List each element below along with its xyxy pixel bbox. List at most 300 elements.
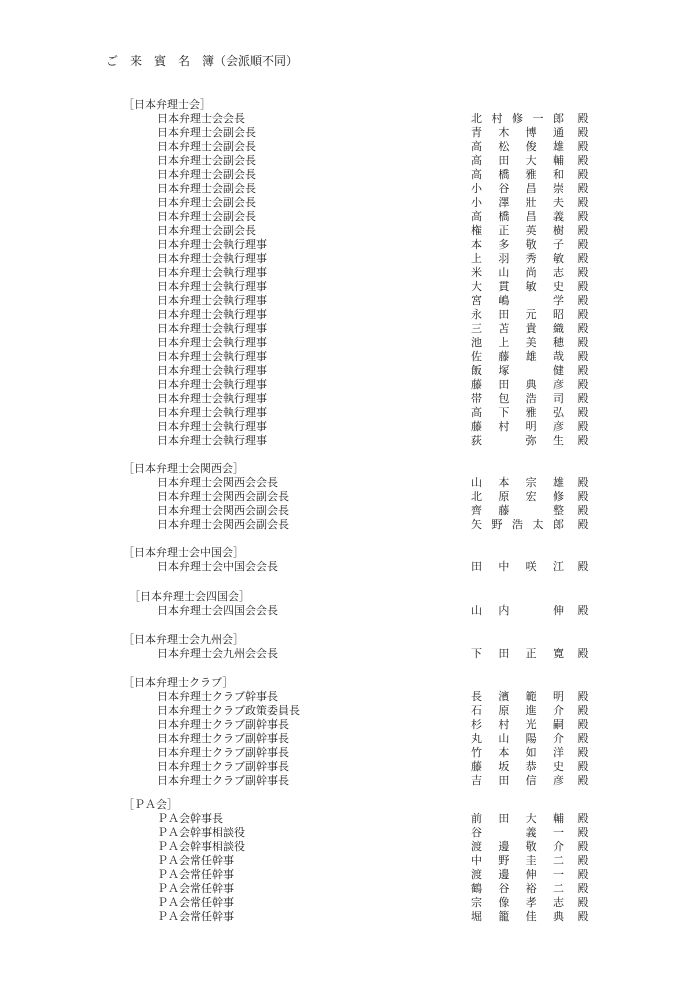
guest-name: [470, 350, 565, 364]
guest-row: [0, 560, 696, 574]
guest-name: [470, 392, 565, 406]
name-char: 宏: [525, 490, 537, 503]
name-char: 像: [498, 896, 510, 909]
honorific: 殿: [577, 854, 589, 867]
guest-name: [470, 718, 565, 732]
name-char: 彦: [552, 378, 564, 391]
guest-title: 日本弁理士会副会長: [157, 154, 256, 167]
honorific: 殿: [577, 238, 589, 251]
guest-name: [470, 420, 565, 434]
guest-title: 日本弁理士会執行理事: [157, 364, 267, 377]
name-char: 介: [552, 840, 564, 853]
name-char: 志: [552, 896, 564, 909]
guest-name: [470, 774, 565, 788]
name-char: 如: [525, 746, 537, 759]
name-char: [497, 826, 510, 840]
guest-title: 日本弁理士会執行理事: [157, 406, 267, 419]
guest-title: 日本弁理士会副会長: [157, 126, 256, 139]
guest-row: [0, 182, 696, 196]
name-char: 輔: [552, 154, 564, 167]
guest-row: [0, 294, 696, 308]
honorific: 殿: [577, 882, 589, 895]
name-char: 本: [471, 238, 482, 251]
name-char: 尚: [525, 266, 537, 279]
guest-title: 日本弁理士会執行理事: [157, 434, 267, 447]
name-char: 咲: [525, 560, 537, 573]
guest-title: ＰＡ会常任幹事: [157, 854, 234, 867]
honorific: 殿: [577, 182, 589, 195]
name-char: 包: [498, 392, 510, 405]
guest-row: [0, 732, 696, 746]
guest-row: [0, 504, 696, 518]
guest-name: [470, 882, 565, 896]
name-char: 典: [525, 378, 537, 391]
name-char: 宗: [471, 896, 482, 909]
name-char: 権: [471, 224, 482, 237]
name-char: 昌: [525, 182, 537, 195]
guest-row: [0, 854, 696, 868]
name-char: 小: [471, 182, 482, 195]
name-char: 介: [552, 732, 564, 745]
name-char: 修: [512, 112, 523, 125]
guest-title: 日本弁理士会執行理事: [157, 308, 267, 321]
name-char: 敬: [525, 840, 537, 853]
name-char: 伸: [525, 868, 537, 881]
honorific: 殿: [577, 760, 589, 773]
name-char: 昌: [525, 210, 537, 223]
guest-name: [470, 266, 565, 280]
guest-title: 日本弁理士会執行理事: [157, 392, 267, 405]
name-char: [525, 504, 538, 518]
name-char: 苫: [498, 322, 510, 335]
guest-title: 日本弁理士クラブ副幹事長: [157, 732, 289, 745]
name-char: 学: [552, 294, 564, 307]
name-char: 高: [471, 406, 482, 419]
name-char: 長: [471, 690, 482, 703]
name-char: 貫: [498, 280, 510, 293]
guest-title: 日本弁理士クラブ副幹事長: [157, 746, 289, 759]
name-char: 俊: [525, 140, 537, 153]
name-char: [525, 294, 538, 308]
name-char: 吉: [471, 774, 482, 787]
name-char: 荻: [471, 434, 482, 447]
guest-row: [0, 196, 696, 210]
honorific: 殿: [577, 140, 589, 153]
name-char: 三: [471, 322, 482, 335]
honorific: 殿: [577, 406, 589, 419]
guest-title: 日本弁理士会副会長: [157, 168, 256, 181]
honorific: 殿: [577, 280, 589, 293]
name-char: 通: [552, 126, 564, 139]
name-char: 高: [471, 140, 482, 153]
guest-title: ＰＡ会常任幹事: [157, 868, 234, 881]
name-char: 杉: [471, 718, 482, 731]
name-char: 野: [491, 518, 503, 531]
name-char: 池: [471, 336, 482, 349]
name-char: 佐: [471, 350, 482, 363]
guest-row: [0, 154, 696, 168]
name-char: 濱: [498, 690, 510, 703]
guest-row: [0, 392, 696, 406]
section-header: ［日本弁理士会四国会］: [129, 590, 250, 603]
name-char: 藤: [471, 378, 482, 391]
name-char: 中: [471, 854, 482, 867]
guest-title: 日本弁理士会執行理事: [157, 322, 267, 335]
guest-name: [470, 896, 565, 910]
guest-title: 日本弁理士会関西会副会長: [157, 504, 289, 517]
name-char: 谷: [498, 882, 510, 895]
name-char: 雄: [552, 140, 564, 153]
honorific: 殿: [577, 746, 589, 759]
name-char: 寛: [552, 647, 564, 660]
guest-row: [0, 690, 696, 704]
name-char: 明: [552, 690, 564, 703]
name-char: 洋: [552, 746, 564, 759]
name-char: 正: [525, 647, 537, 660]
name-char: 伸: [552, 604, 564, 617]
name-char: 崇: [552, 182, 564, 195]
honorific: 殿: [577, 322, 589, 335]
name-char: 松: [498, 140, 510, 153]
name-char: 山: [471, 604, 482, 617]
name-char: 藤: [498, 504, 510, 517]
guest-row: [0, 168, 696, 182]
name-char: 義: [525, 826, 537, 839]
name-char: 堀: [471, 910, 482, 923]
name-char: 本: [498, 746, 510, 759]
name-char: 織: [552, 322, 564, 335]
name-char: 多: [498, 238, 510, 251]
honorific: 殿: [577, 476, 589, 489]
guest-row: [0, 126, 696, 140]
name-char: 田: [498, 308, 510, 321]
name-char: 浩: [512, 518, 523, 531]
guest-name: [470, 406, 565, 420]
guest-name: [470, 826, 565, 840]
guest-title: 日本弁理士会執行理事: [157, 266, 267, 279]
guest-name: [470, 210, 565, 224]
guest-title: 日本弁理士会関西会副会長: [157, 518, 289, 531]
name-char: 永: [471, 308, 482, 321]
honorific: 殿: [577, 690, 589, 703]
name-char: 一: [552, 868, 564, 881]
name-char: 彦: [552, 420, 564, 433]
guest-name: [470, 840, 565, 854]
honorific: 殿: [577, 420, 589, 433]
name-char: 村: [498, 420, 510, 433]
guest-title: ＰＡ会常任幹事: [157, 896, 234, 909]
name-char: 高: [471, 154, 482, 167]
honorific: 殿: [577, 774, 589, 787]
honorific: 殿: [577, 336, 589, 349]
guest-title: 日本弁理士会執行理事: [157, 280, 267, 293]
name-char: 郎: [553, 518, 564, 531]
name-char: 敏: [525, 280, 537, 293]
guest-title: 日本弁理士会執行理事: [157, 420, 267, 433]
name-char: 原: [498, 490, 510, 503]
name-char: 上: [471, 252, 482, 265]
guest-row: [0, 868, 696, 882]
name-char: 正: [498, 224, 510, 237]
name-char: 田: [498, 154, 510, 167]
name-char: 太: [532, 518, 544, 531]
name-char: 藤: [498, 350, 510, 363]
name-char: 佳: [525, 910, 537, 923]
name-char: 浩: [525, 392, 537, 405]
guest-name: [470, 518, 565, 532]
name-char: 飯: [471, 364, 482, 377]
guest-title: 日本弁理士クラブ副幹事長: [157, 774, 289, 787]
guest-name: [470, 280, 565, 294]
name-char: 田: [498, 378, 510, 391]
section-header: ［ＰＡ会］: [123, 798, 178, 811]
name-char: 雄: [552, 476, 564, 489]
honorific: 殿: [577, 868, 589, 881]
name-char: 範: [525, 690, 537, 703]
guest-name: [470, 238, 565, 252]
guest-row: [0, 882, 696, 896]
name-char: 義: [552, 210, 564, 223]
name-char: 渡: [471, 868, 482, 881]
guest-row: [0, 896, 696, 910]
guest-title: ＰＡ会幹事相談役: [157, 826, 245, 839]
name-char: 博: [525, 126, 537, 139]
honorific: 殿: [577, 210, 589, 223]
guest-row: [0, 210, 696, 224]
guest-title: ＰＡ会常任幹事: [157, 882, 234, 895]
guest-row: [0, 266, 696, 280]
section-header: ［日本弁理士会九州会］: [123, 633, 244, 646]
name-char: 美: [525, 336, 537, 349]
name-char: 圭: [525, 854, 537, 867]
name-char: 裕: [525, 882, 537, 895]
guest-name: [470, 760, 565, 774]
guest-row: [0, 112, 696, 126]
honorific: 殿: [577, 294, 589, 307]
name-char: 橋: [498, 210, 510, 223]
name-char: 夫: [552, 196, 564, 209]
guest-row: [0, 350, 696, 364]
name-char: 嗣: [552, 718, 564, 731]
guest-title: 日本弁理士会副会長: [157, 196, 256, 209]
guest-title: 日本弁理士クラブ幹事長: [157, 690, 278, 703]
name-char: 田: [498, 774, 510, 787]
guest-name: [470, 336, 565, 350]
name-char: 谷: [471, 826, 482, 839]
guest-name: [470, 140, 565, 154]
guest-title: 日本弁理士クラブ副幹事長: [157, 718, 289, 731]
name-char: 孝: [525, 896, 537, 909]
guest-name: [470, 560, 565, 574]
name-char: 志: [552, 266, 564, 279]
section-header: ［日本弁理士クラブ］: [123, 676, 234, 689]
guest-title: 日本弁理士会副会長: [157, 140, 256, 153]
honorific: 殿: [577, 490, 589, 503]
name-char: 英: [525, 224, 537, 237]
name-char: 樹: [552, 224, 564, 237]
name-char: 陽: [525, 732, 537, 745]
guest-title: 日本弁理士クラブ政策委員長: [157, 704, 300, 717]
name-char: 原: [498, 704, 510, 717]
name-char: 弥: [525, 434, 537, 447]
guest-row: [0, 420, 696, 434]
name-char: 元: [525, 308, 537, 321]
name-char: 史: [552, 280, 564, 293]
guest-name: [470, 504, 565, 518]
guest-name: [470, 647, 565, 661]
name-char: 敬: [525, 238, 537, 251]
honorific: 殿: [577, 308, 589, 321]
name-char: 谷: [498, 182, 510, 195]
guest-row: [0, 336, 696, 350]
name-char: 邊: [498, 868, 510, 881]
name-char: 敏: [552, 252, 564, 265]
guest-name: [470, 490, 565, 504]
guest-title: 日本弁理士会関西会副会長: [157, 490, 289, 503]
guest-name: [470, 308, 565, 322]
name-char: 下: [471, 647, 482, 660]
honorific: 殿: [577, 896, 589, 909]
guest-title: 日本弁理士会副会長: [157, 210, 256, 223]
section-header: ［日本弁理士会関西会］: [123, 462, 244, 475]
guest-title: 日本弁理士会執行理事: [157, 336, 267, 349]
name-char: 介: [552, 704, 564, 717]
name-char: 信: [525, 774, 537, 787]
guest-title: 日本弁理士会執行理事: [157, 238, 267, 251]
honorific: 殿: [577, 560, 589, 573]
name-char: 山: [498, 266, 510, 279]
name-char: 北: [471, 112, 482, 125]
name-char: 小: [471, 196, 482, 209]
guest-title: 日本弁理士会中国会会長: [157, 560, 278, 573]
honorific: 殿: [577, 224, 589, 237]
name-char: 渡: [471, 840, 482, 853]
name-char: 一: [552, 826, 564, 839]
name-char: [497, 434, 510, 448]
honorific: 殿: [577, 910, 589, 923]
name-char: 一: [532, 112, 544, 125]
name-char: 雄: [525, 350, 537, 363]
guest-row: [0, 746, 696, 760]
guest-row: [0, 774, 696, 788]
honorific: 殿: [577, 350, 589, 363]
guest-name: [470, 604, 565, 618]
name-char: 大: [525, 812, 537, 825]
guest-row: [0, 434, 696, 448]
name-char: 竹: [471, 746, 482, 759]
honorific: 殿: [577, 840, 589, 853]
honorific: 殿: [577, 718, 589, 731]
guest-title: 日本弁理士会関西会会長: [157, 476, 278, 489]
name-char: 坂: [498, 760, 510, 773]
name-char: 齊: [471, 504, 482, 517]
honorific: 殿: [577, 504, 589, 517]
honorific: 殿: [577, 812, 589, 825]
name-char: 大: [525, 154, 537, 167]
honorific: 殿: [577, 732, 589, 745]
guest-row: [0, 378, 696, 392]
name-char: 籠: [498, 910, 510, 923]
name-char: 和: [552, 168, 564, 181]
guest-name: [470, 476, 565, 490]
name-char: 恭: [525, 760, 537, 773]
name-char: 二: [552, 854, 564, 867]
name-char: 矢: [471, 518, 482, 531]
guest-row: [0, 280, 696, 294]
name-char: 大: [471, 280, 482, 293]
honorific: 殿: [577, 126, 589, 139]
name-char: 村: [491, 112, 503, 125]
guest-row: [0, 476, 696, 490]
name-char: 明: [525, 420, 537, 433]
guest-title: ＰＡ会幹事相談役: [157, 840, 245, 853]
guest-name: [470, 378, 565, 392]
honorific: 殿: [577, 266, 589, 279]
name-char: 橋: [498, 168, 510, 181]
name-char: 藤: [471, 760, 482, 773]
name-char: 田: [498, 812, 510, 825]
guest-title: 日本弁理士会副会長: [157, 182, 256, 195]
guest-name: [470, 252, 565, 266]
name-char: 生: [552, 434, 564, 447]
name-char: 宗: [525, 476, 537, 489]
name-char: 宮: [471, 294, 482, 307]
guest-row: [0, 760, 696, 774]
name-char: 進: [525, 704, 537, 717]
name-char: 司: [552, 392, 564, 405]
guest-row: [0, 322, 696, 336]
name-char: 弘: [552, 406, 564, 419]
guest-name: [470, 854, 565, 868]
name-char: 藤: [471, 420, 482, 433]
guest-title: 日本弁理士会執行理事: [157, 350, 267, 363]
honorific: 殿: [577, 518, 589, 531]
guest-name: [470, 364, 565, 378]
honorific: 殿: [577, 252, 589, 265]
name-char: 昭: [552, 308, 564, 321]
name-char: 丸: [471, 732, 482, 745]
name-char: [525, 364, 538, 378]
name-char: 典: [552, 910, 564, 923]
name-char: 石: [471, 704, 482, 717]
guest-name: [470, 812, 565, 826]
guest-name: [470, 704, 565, 718]
name-char: 雅: [525, 406, 537, 419]
guest-name: [470, 154, 565, 168]
guest-row: [0, 518, 696, 532]
name-char: 輔: [552, 812, 564, 825]
guest-name: [470, 434, 565, 448]
name-char: 山: [471, 476, 482, 489]
guest-name: [470, 168, 565, 182]
name-char: 羽: [498, 252, 510, 265]
name-char: 郎: [553, 112, 564, 125]
guest-name: [470, 294, 565, 308]
section-header: ［日本弁理士会］: [123, 98, 211, 111]
honorific: 殿: [577, 604, 589, 617]
honorific: 殿: [577, 378, 589, 391]
guest-title: 日本弁理士会執行理事: [157, 294, 267, 307]
name-char: 本: [498, 476, 510, 489]
name-char: 内: [498, 604, 510, 617]
name-char: 高: [471, 210, 482, 223]
name-char: 高: [471, 168, 482, 181]
honorific: 殿: [577, 704, 589, 717]
guest-row: [0, 490, 696, 504]
name-char: 中: [498, 560, 510, 573]
honorific: 殿: [577, 434, 589, 447]
guest-name: [470, 910, 565, 924]
